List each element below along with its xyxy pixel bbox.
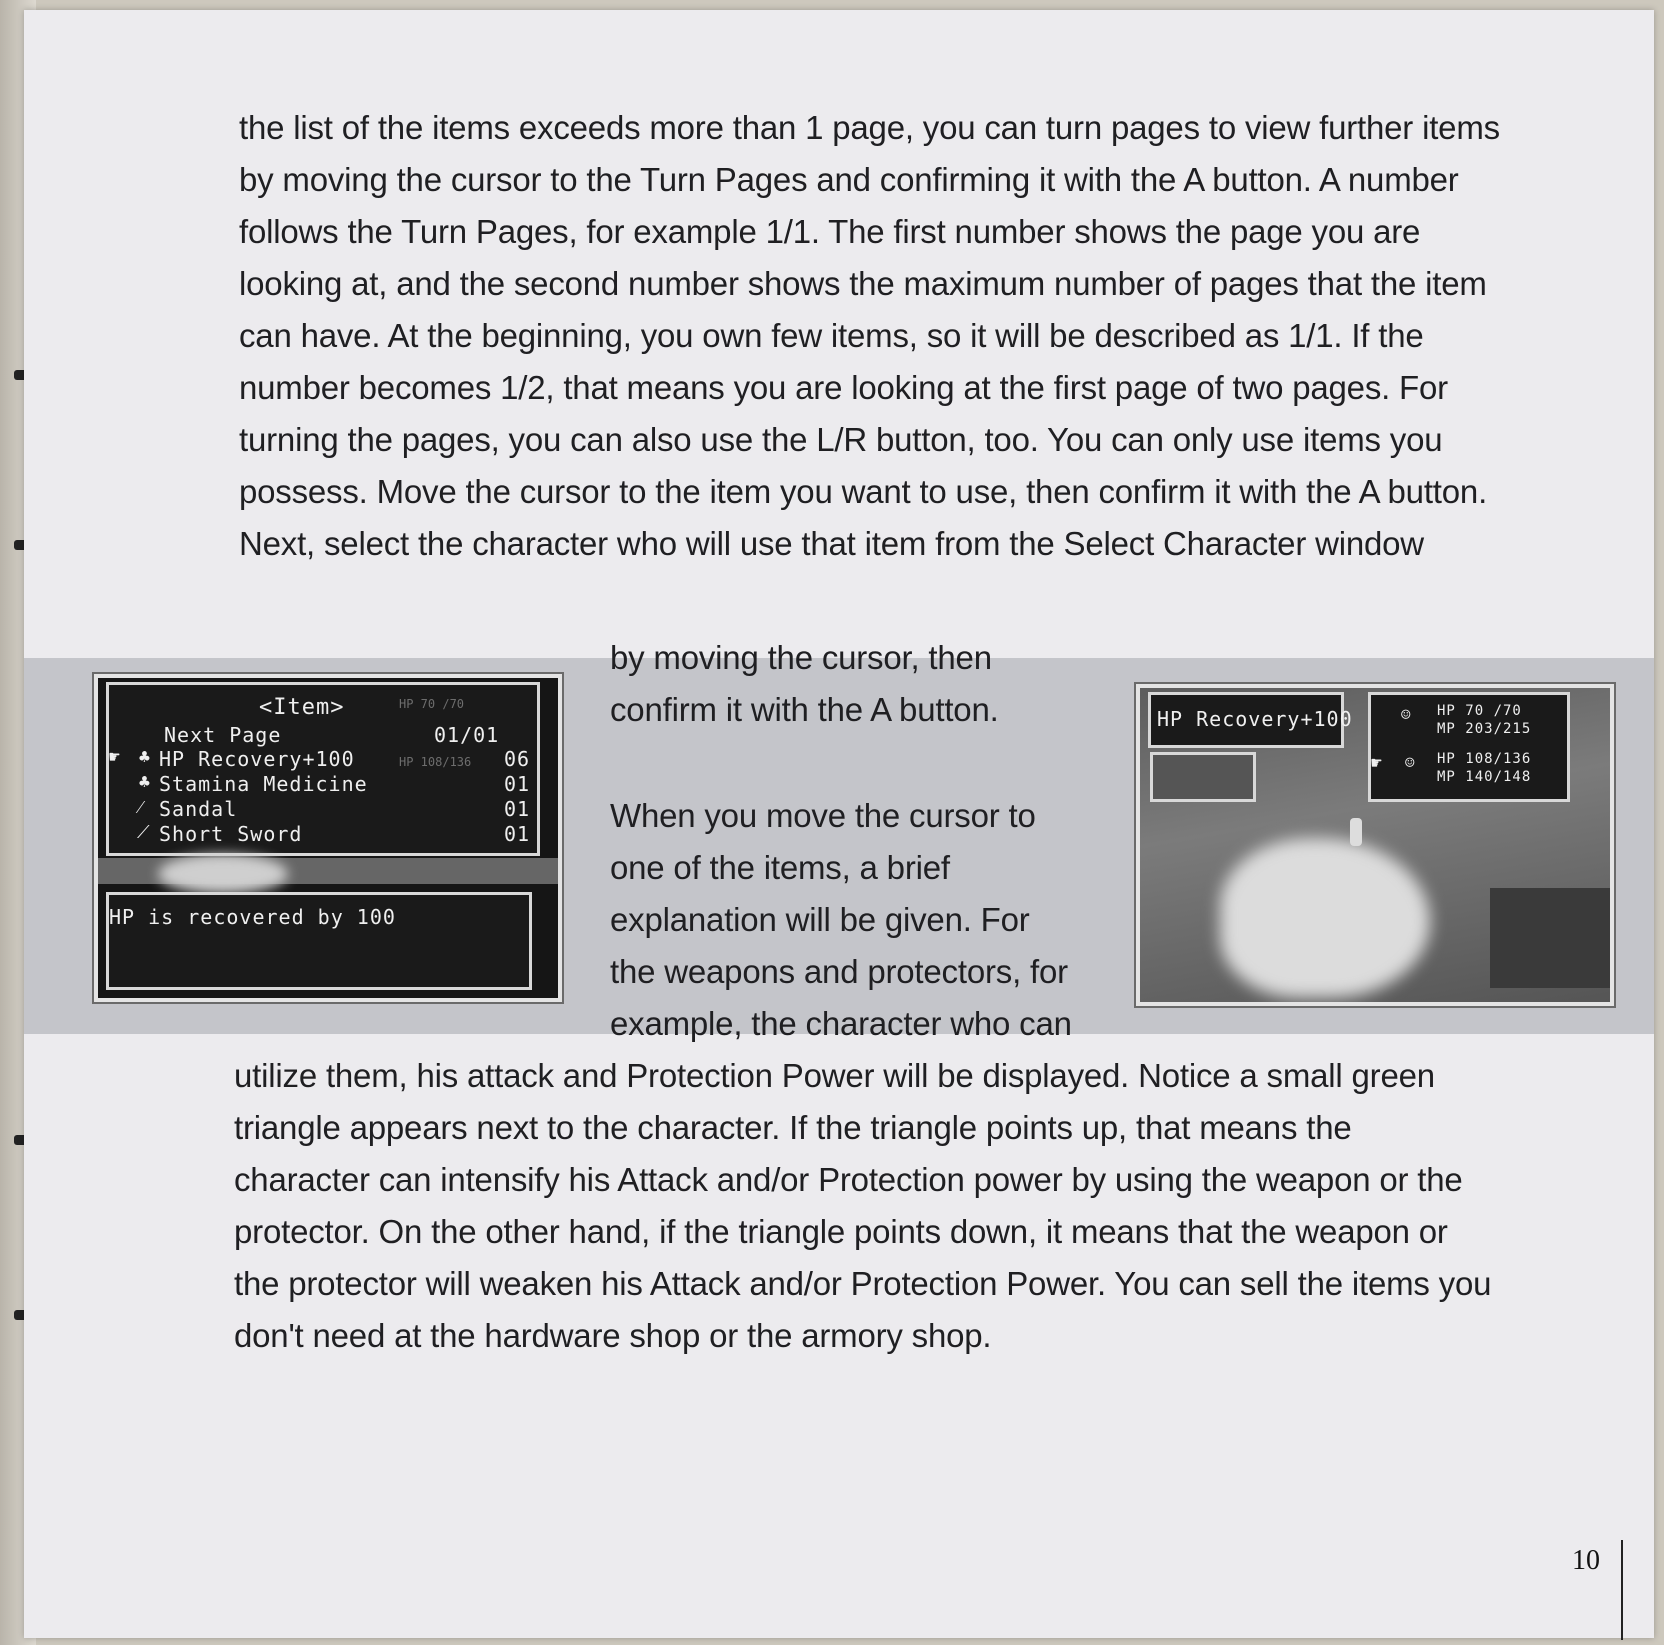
- mini-map-window: [1150, 752, 1256, 802]
- page-counter: 01/01: [434, 723, 500, 747]
- description-window: [106, 892, 532, 990]
- item-name: Stamina Medicine: [159, 772, 368, 796]
- page-number-rule: [1621, 1540, 1623, 1640]
- paragraph-explanation: When you move the cursor to one of the items, a brief explanation will be given. For the weapons and protectors, for example, the character who can: [610, 797, 1072, 1042]
- sandal-icon: ⁄: [139, 797, 144, 818]
- item-list-window: HP 70 /70 HP 108/136 <Item> Next Page 01/01 ☛ ♣ HP Recovery+100 06 ♣ Stamina Medicine 01 ⁄ Sandal 01 ⟋ Short Sword 01: [106, 682, 540, 856]
- select-character-window: [1368, 692, 1570, 802]
- character-hp: HP 108/136: [1437, 751, 1532, 767]
- rocks: [1490, 888, 1610, 988]
- character-mp: MP 140/148: [1437, 769, 1532, 785]
- page-number: 10: [1572, 1545, 1600, 1576]
- character-sprite: [1350, 818, 1362, 846]
- item-name: Short Sword: [159, 822, 303, 846]
- select-character-screenshot: [1136, 684, 1614, 1006]
- item-qty: 01: [504, 822, 531, 846]
- potion-icon: ♣: [139, 772, 151, 793]
- character-face-icon: ☺: [1401, 705, 1412, 724]
- character-face-icon: ☺: [1405, 753, 1416, 772]
- manual-page: [24, 10, 1654, 1638]
- item-qty: 01: [504, 797, 531, 821]
- next-page-label: Next Page: [164, 723, 282, 747]
- potion-icon: ♣: [139, 747, 151, 768]
- cloud: [158, 854, 288, 894]
- sword-icon: ⟋: [137, 822, 151, 843]
- pointing-hand-icon: ☛: [1371, 753, 1383, 774]
- item-name: Sandal: [159, 797, 238, 821]
- character-mp: MP 203/215: [1437, 721, 1532, 737]
- character-hp: HP 70 /70: [1437, 703, 1522, 719]
- item-name: HP Recovery+100: [159, 747, 355, 771]
- paragraph-triangle: utilize them, his attack and Protection Power will be displayed. Notice a small green triangle appears next to the character. If the triangle points up, that means the character can intensify his Attack and/or Protection power by using the weapon or the protector. On the other hand, if the triangle points down, it means that the weapon or the protector will weaken his Attack and/or Protection Power. You can sell the items you don't need at the hardware shop or the armory shop.: [234, 1057, 1492, 1354]
- item-qty: 01: [504, 772, 531, 796]
- paragraph-confirm: by moving the cursor, then confirm it with the A button.: [610, 639, 999, 728]
- selected-item-name: HP Recovery+100: [1157, 707, 1353, 731]
- item-name-window: [1148, 692, 1353, 748]
- item-menu-screenshot: [94, 674, 562, 1002]
- menu-title: <Item>: [259, 695, 345, 720]
- item-qty: 06: [504, 747, 531, 771]
- item-description: HP is recovered by 100: [109, 905, 396, 929]
- paragraph-turn-pages: the list of the items exceeds more than 1 page, you can turn pages to view further items by moving the cursor to the Turn Pages and confirming it with the A button. A number follows the Turn Pages, for example 1/1. The first number shows the page you are looking at, and the second number shows the maximum number of pages that the item can have. At the beginning, you own few items, so it will be described as 1/1. If the number becomes 1/2, that means you are looking at the first page of two pages. For turning the pages, you can also use the L/R button, too. You can only use items you possess. Move the cursor to the item you want to use, then confirm it with the A button. Next, select the character who will use that item from the Select Character window: [239, 109, 1500, 562]
- pointing-hand-icon: ☛: [109, 747, 121, 768]
